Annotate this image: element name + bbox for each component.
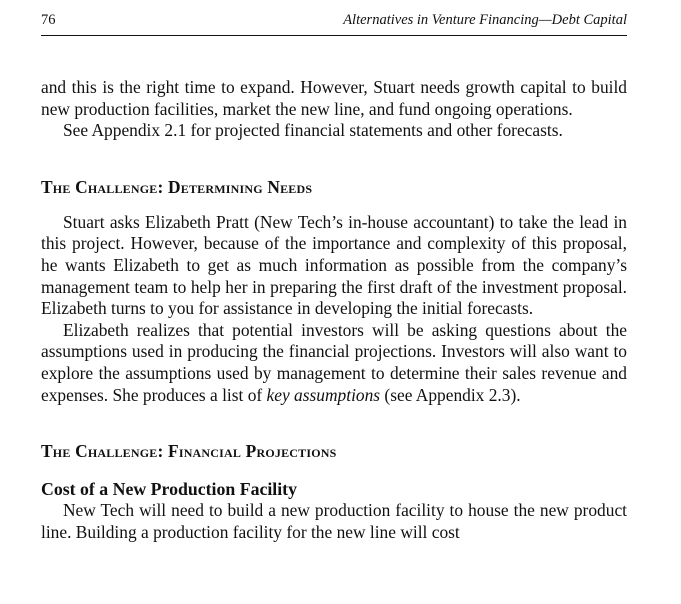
header-rule — [41, 35, 627, 36]
subheading-new-production-facility: Cost of a New Production Facility — [41, 479, 297, 500]
body-text — [41, 77, 627, 543]
intro-paragraph-2: See Appendix 2.1 for projected financial statements and other forecasts. — [63, 120, 563, 141]
running-head — [41, 11, 627, 29]
section1-paragraph-2-text-a: Elizabeth realizes that potential investors will be asking questions about the assumptions used in producing the financial projections. Investors will also want to explore the assumptions used by management to determine their sales revenue and expenses. She produces a list of — [41, 319, 627, 405]
intro-paragraph-1: and this is the right time to expand. However, Stuart needs growth capital to build new production facilities, market the new line, and fund ongoing operations. — [41, 77, 627, 119]
section1-paragraph-2 — [41, 320, 627, 406]
section2-paragraph-1: New Tech will need to build a new production facility to house the new product line. Building a production facility for the new line will cost — [41, 500, 627, 542]
key-assumptions-emphasis: key assumptions — [266, 384, 381, 405]
section1-paragraph-2-text-b: (see Appendix 2.3). — [380, 384, 521, 405]
section-heading-determining-needs: The Challenge: Determining Needs — [41, 176, 313, 197]
section1-paragraph-1: Stuart asks Elizabeth Pratt (New Tech’s in-house accountant) to take the lead in this project. However, because of the importance and complexity of this proposal, he wants Elizabeth to get as much information as possible from the company’s management team to help her in preparing the first draft of the investment proposal. Elizabeth turns to you for assistance in developing the initial forecasts. — [41, 211, 627, 319]
page-number: 76 — [41, 12, 56, 28]
running-title: Alternatives in Venture Financing—Debt Capital — [343, 12, 627, 28]
section-heading-financial-projections: The Challenge: Financial Projections — [41, 441, 337, 462]
